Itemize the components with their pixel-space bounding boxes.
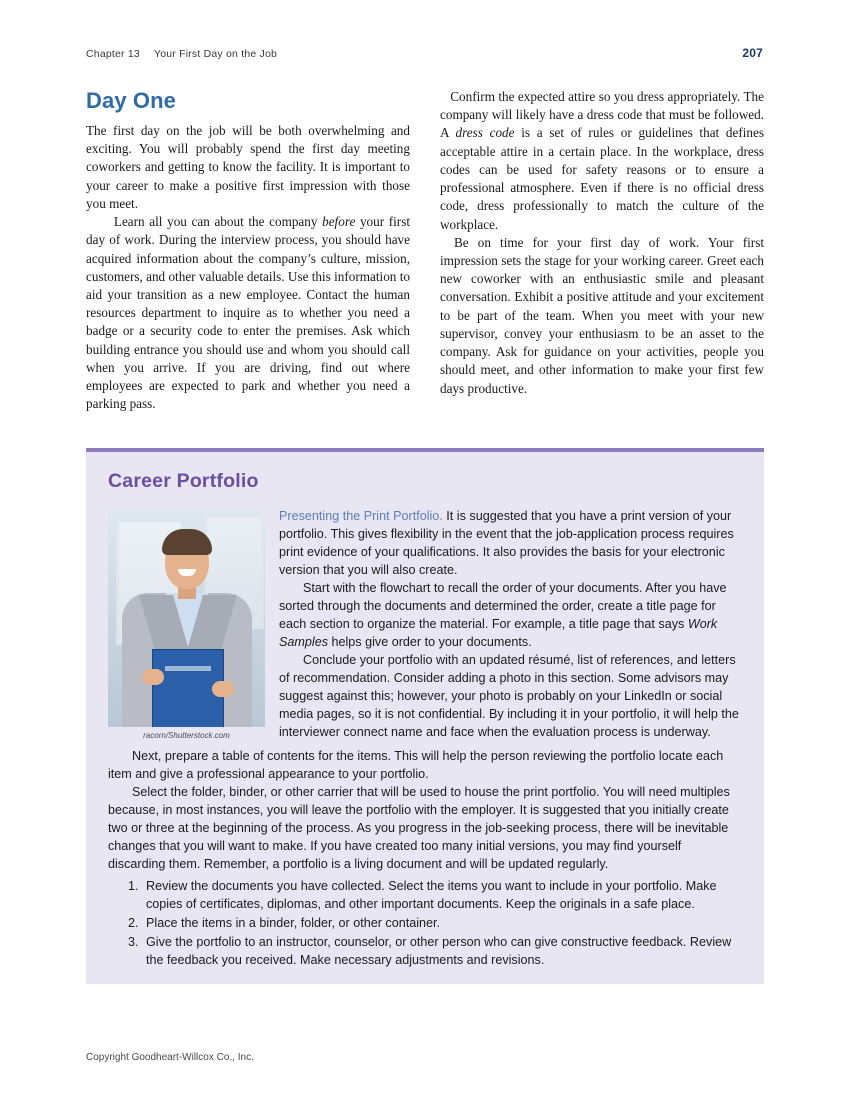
feature-fullwidth-text (108, 745, 742, 969)
paragraph: Confirm the expected attire so you dress appropriately. The company will likely have a dress code that must be followed. A dress code is a set of rules or guidelines that defines acceptable attire in a certain place. In the workplace, dress codes can be used for safety reasons or to ensure a professional atmosphere. Even if there is no official dress code, dress professionally to match the culture of the workplace. (440, 89, 765, 232)
feature-title: Career Portfolio (108, 470, 259, 492)
running-head-title: Your First Day on the Job (153, 48, 278, 60)
feature-top-rule (86, 448, 764, 452)
running-head-chapter: Chapter 13 (86, 48, 140, 60)
feature-paragraph: Conclude your portfolio with an updated résumé, list of references, and letters of recommendation. Consider adding a photo in this section. Some advisors may suggest against this; however, your photo is probably on your LinkedIn or social media pages, so it is not confidential. By including it in your portfolio, it will help the interviewer connect name and face when the evaluation process is underway. (279, 653, 739, 739)
right-column (440, 88, 764, 398)
portfolio-photo (108, 509, 265, 727)
figure (108, 509, 265, 741)
feature-lead-text: It is suggested that you have a print version of your portfolio. This gives flexibility in the event that the job-application process requires print evidence of your qualifications. It also provides the basis for your electronic version that you will also create. (279, 509, 734, 577)
paragraph: The first day on the job will be both overwhelming and exciting. You will probably spend the first day meeting coworkers and getting to know the facility. It is important to your career to make a positive first impression with those you meet. (86, 123, 410, 211)
paragraph: Learn all you can about the company before your first day of work. During the interview process, you should have acquired information about the company’s culture, mission, customers, and other valuable details. Use this information to aid your transition as a new employee. Contact the human resources department to inquire as to whether you need a badge or a security code to enter the premises. Ask which building entrance you should use and whom you should call when you arrive. If you are driving, find out where employees are expected to park and whether you need a parking pass. (86, 214, 410, 412)
list-item: 3. Give the portfolio to an instructor, counselor, or other person who can give constructive feedback. Review the feedback you received. Make necessary adjustments and revisions. (142, 933, 742, 969)
left-column (86, 88, 410, 414)
feature-paragraph: Next, prepare a table of contents for the items. This will help the person reviewing the portfolio locate each item and give a professional appearance to your portfolio. (108, 749, 724, 782)
photo-credit: racorn/Shutterstock.com (143, 731, 230, 740)
list-item: 2. Place the items in a binder, folder, or other container. (142, 914, 742, 932)
feature-steps-list (108, 877, 742, 969)
page-number: 207 (742, 46, 763, 60)
footer-copyright: Copyright Goodheart-Willcox Co., Inc. (86, 1052, 254, 1063)
career-portfolio-feature-box (86, 448, 764, 984)
feature-paragraph: Select the folder, binder, or other carrier that will be used to house the print portfolio. You will need multiples because, in most instances, you will leave the portfolio with the employer. It is suggested that you initially create two or three at the beginning of the process. As you progress in the job-seeking process, there will be inevitable changes that you will want to make. If you have created too many initial versions, you may find yourself discarding them. Remember, a portfolio is a living document and will be updated regularly. (108, 785, 730, 872)
feature-content (86, 507, 764, 969)
paragraph: Be on time for your first day of work. Your first impression sets the stage for your working career. Greet each new coworker with an enthusiastic smile and pleasant conversation. Exhibit a positive attitude and your excitement to be part of the team. When you meet with your new supervisor, convey your enthusiasm to be an asset to the company. Ask for guidance on your activities, people you should meet, and other information to make your first few days productive. (440, 234, 764, 396)
list-item: 1. Review the documents you have collected. Select the items you want to include in your portfolio. Make copies of certificates, diplomas, and other important documents. Keep the originals in a safe place. (142, 877, 742, 913)
feature-paragraph: Start with the flowchart to recall the order of your documents. After you have sorted through the documents and determined the order, create a title page for each section to organize the material. For example, a title page that says Work Samples helps give order to your documents. (279, 581, 727, 649)
section-heading: Day One (86, 88, 176, 113)
two-column-body (86, 88, 764, 414)
feature-lead-label: Presenting the Print Portfolio. (279, 509, 443, 523)
running-head (86, 48, 763, 64)
